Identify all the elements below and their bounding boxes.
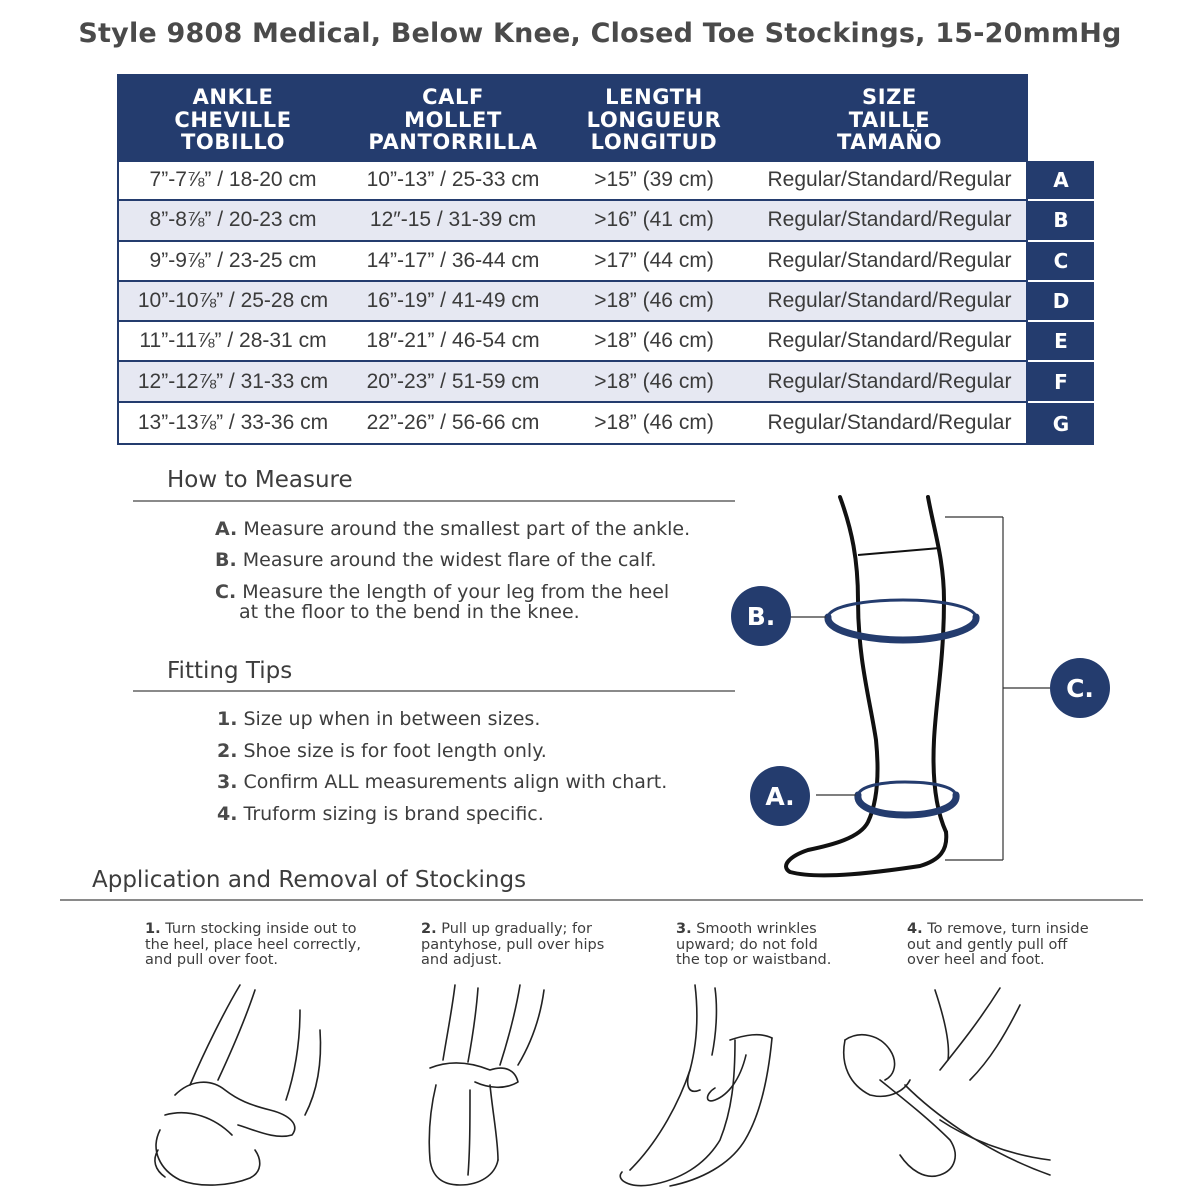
- tip-item: 3. Confirm ALL measurements align with chart.: [217, 771, 668, 793]
- step-3-illustration: [620, 985, 772, 1186]
- size-letter: F: [1028, 362, 1094, 402]
- calf-cell: 16”-19” / 41-49 cm: [366, 289, 540, 313]
- tip-item: 2. Shoe size is for foot length only.: [217, 740, 547, 762]
- header-size: SIZE TAILLE TAMAÑO: [836, 85, 943, 154]
- ankle-cell: 13”-13⅞” / 33-36 cm: [137, 410, 329, 434]
- length-cell: >17” (44 cm): [594, 248, 714, 272]
- calf-cell: 22”-26” / 56-66 cm: [366, 410, 540, 434]
- ankle-cell: 9”-9⅞” / 23-25 cm: [149, 248, 317, 272]
- badge-a: [750, 766, 810, 826]
- ankle-cell: 10”-10⅞” / 25-28 cm: [137, 289, 329, 313]
- size-cell: Regular/Standard/Regular: [767, 168, 1012, 192]
- badge-b: [731, 586, 791, 646]
- ankle-cell: 8”-8⅞” / 20-23 cm: [149, 208, 317, 232]
- ankle-cell: 11”-11⅞” / 28-31 cm: [139, 329, 327, 353]
- measure-item-b: B. Measure around the widest flare of the calf.: [215, 549, 657, 571]
- svg-text:C.: C.: [1066, 674, 1094, 703]
- size-letter: A: [1028, 161, 1094, 201]
- size-cell: Regular/Standard/Regular: [767, 208, 1012, 232]
- header-ankle: ANKLE CHEVILLE TOBILLO: [174, 85, 292, 154]
- measure-item-c: C. Measure the length of your leg from the heel at the floor to the bend in the knee.: [215, 581, 670, 623]
- length-cell: >18” (46 cm): [594, 410, 714, 434]
- size-letter: E: [1028, 322, 1094, 362]
- calf-cell: 14”-17” / 36-44 cm: [366, 248, 540, 272]
- tip-item: 1. Size up when in between sizes.: [217, 708, 541, 730]
- measure-item-a: A. Measure around the smallest part of the ankle.: [215, 518, 691, 540]
- length-cell: >15” (39 cm): [594, 168, 714, 192]
- size-letter: B: [1028, 201, 1094, 241]
- size-cell: Regular/Standard/Regular: [767, 369, 1012, 393]
- length-cell: >18” (46 cm): [594, 329, 714, 353]
- step-2-text: 2. Pull up gradually; for pantyhose, pull over hips and adjust.: [421, 921, 605, 968]
- length-cell: >18” (46 cm): [594, 369, 714, 393]
- calf-cell: 20”-23” / 51-59 cm: [366, 369, 540, 393]
- calf-measure-ring: [828, 600, 976, 640]
- ankle-cell: 7”-7⅞” / 18-20 cm: [149, 168, 317, 192]
- length-cell: >16” (41 cm): [594, 208, 714, 232]
- step-2-illustration: [429, 985, 544, 1185]
- application-heading: Application and Removal of Stockings: [92, 867, 527, 893]
- page-title: Style 9808 Medical, Below Knee, Closed Toe Stockings, 15-20mmHg: [78, 18, 1122, 49]
- how-to-measure-heading: How to Measure: [167, 467, 353, 493]
- length-cell: >18” (46 cm): [594, 289, 714, 313]
- calf-cell: 18″-21” / 46-54 cm: [366, 329, 540, 353]
- size-cell: Regular/Standard/Regular: [767, 329, 1012, 353]
- step-4-text: 4. To remove, turn inside out and gently pull off over heel and foot.: [907, 921, 1089, 968]
- size-letter: G: [1028, 403, 1094, 445]
- svg-text:B.: B.: [746, 602, 776, 631]
- header-calf: CALF MOLLET PANTORRILLA: [368, 85, 538, 154]
- ankle-cell: 12”-12⅞” / 31-33 cm: [137, 369, 329, 393]
- size-letter: D: [1028, 282, 1094, 322]
- step-3-text: 3. Smooth wrinkles upward; do not fold the top or waistband.: [676, 921, 832, 968]
- size-cell: Regular/Standard/Regular: [767, 248, 1012, 272]
- stocking-top-line: [858, 548, 940, 555]
- tip-item: 4. Truform sizing is brand specific.: [217, 803, 544, 825]
- svg-text:A.: A.: [765, 782, 795, 811]
- calf-cell: 10”-13” / 25-33 cm: [366, 168, 540, 192]
- step-1-text: 1. Turn stocking inside out to the heel, place heel correctly, and pull over foot.: [145, 921, 361, 968]
- length-bracket: [788, 517, 1050, 860]
- size-letter: C: [1028, 242, 1094, 282]
- ankle-measure-ring: [858, 782, 956, 815]
- step-1-illustration: [155, 985, 321, 1185]
- badge-c: [1050, 658, 1110, 718]
- calf-cell: 12″-15 / 31-39 cm: [369, 208, 537, 232]
- step-4-illustration: [844, 988, 1050, 1176]
- fitting-tips-heading: Fitting Tips: [167, 658, 293, 684]
- size-cell: Regular/Standard/Regular: [767, 410, 1012, 434]
- header-length: LENGTH LONGUEUR LONGITUD: [586, 85, 722, 154]
- size-cell: Regular/Standard/Regular: [767, 289, 1012, 313]
